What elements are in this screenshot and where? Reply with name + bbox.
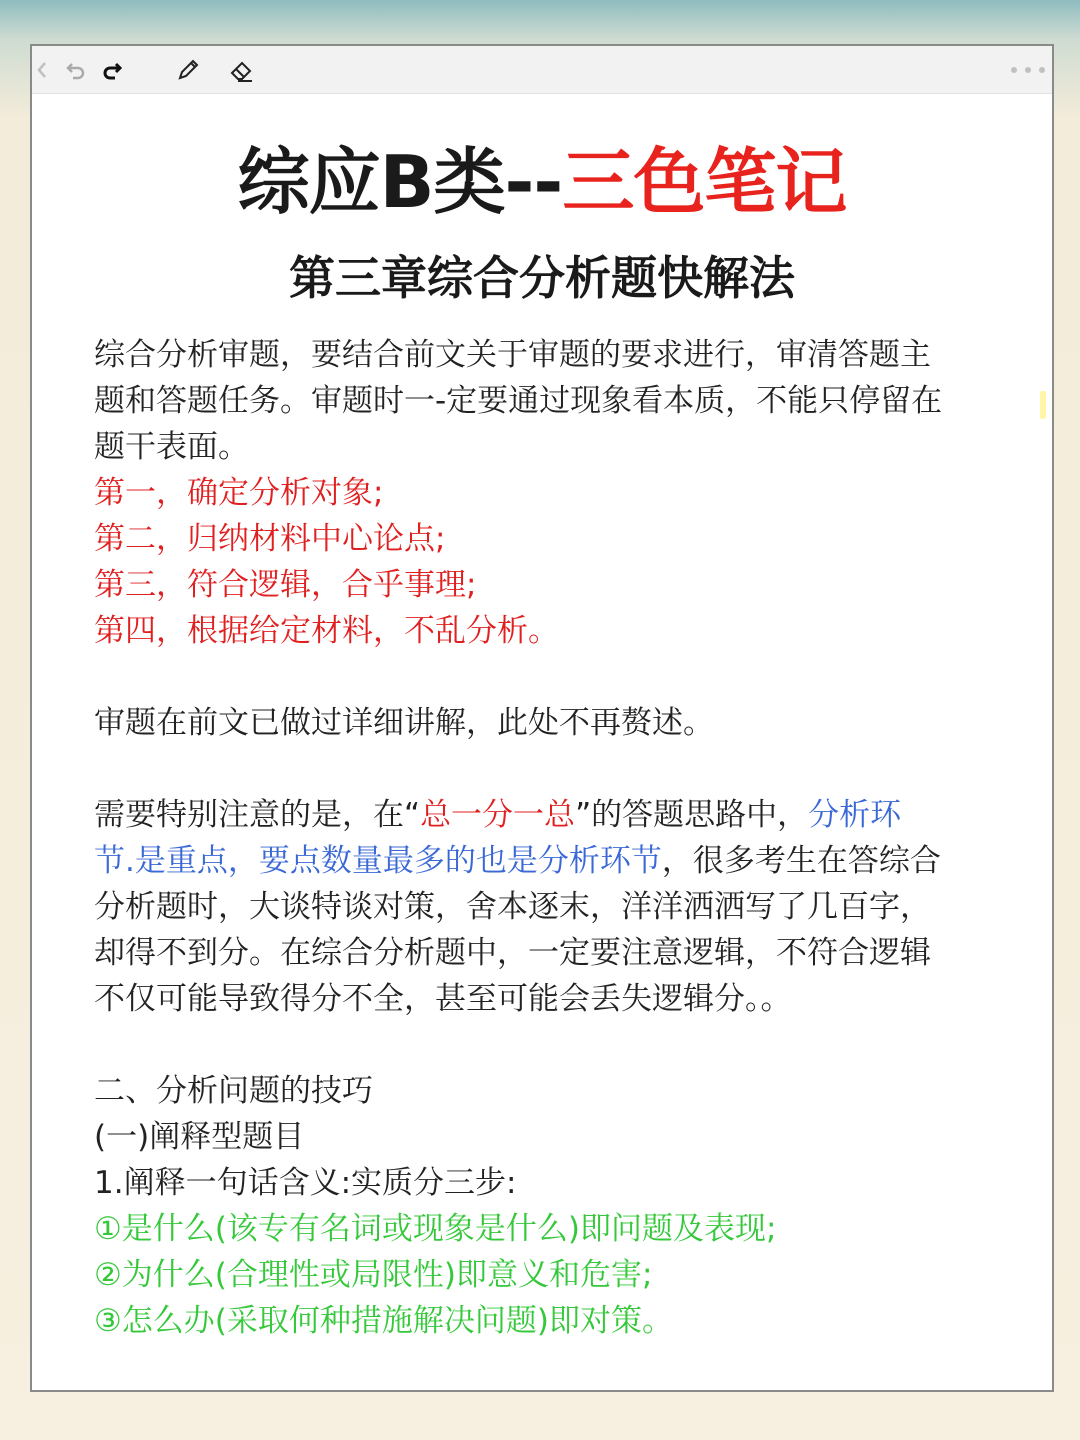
attention-line: 不仅可能导致得分不全，甚至可能会丢失逻辑分。。	[94, 981, 792, 1017]
redo-icon[interactable]	[98, 56, 126, 84]
step-green-item: ②为什么(合理性或局限性)即意义和危害;	[94, 1257, 653, 1293]
attention-line	[94, 838, 994, 884]
attention-line: 分析题时，大谈特谈对策，舍本逐末，洋洋洒洒写了几百字，	[94, 889, 931, 925]
title-black-part: 综应B类--	[237, 140, 563, 224]
page-title	[32, 124, 1052, 228]
attention-line	[94, 792, 994, 838]
highlighter-mark	[1040, 391, 1046, 419]
step-red-item: 第二，归纳材料中心论点;	[94, 521, 446, 557]
attention-text: 需要特别注意的是，在“	[94, 797, 421, 833]
note-page	[30, 44, 1054, 1392]
step-green-item: ①是什么(该专有名词或现象是什么)即问题及表现;	[94, 1211, 777, 1247]
step-red-item: 第四，根据给定材料，不乱分析。	[94, 613, 559, 649]
intro-line: 题干表面。	[94, 429, 249, 465]
section-title: 二、分析问题的技巧	[94, 1073, 373, 1109]
intro-line: 综合分析审题，要结合前文关于审题的要求进行，审清答题主	[94, 337, 931, 373]
step-red-item: 第三，符合逻辑，合乎事理;	[94, 567, 477, 603]
attention-line: 却得不到分。在综合分析题中，一定要注意逻辑，不符合逻辑	[94, 935, 931, 971]
attention-text: ”的答题思路中，	[575, 797, 809, 833]
note-toolbar	[32, 46, 1052, 94]
review-note: 审题在前文已做过详细讲解，此处不再赘述。	[94, 705, 714, 741]
subsection-title: (一)阐释型题目	[94, 1119, 305, 1155]
attention-red-text: 总一分一总	[420, 797, 576, 833]
pen-icon[interactable]	[174, 56, 202, 84]
note-body	[94, 332, 994, 1344]
item-title: 1.阐释一句话含义:实质分三步:	[94, 1165, 517, 1201]
undo-icon[interactable]	[62, 56, 90, 84]
back-chevron-icon[interactable]	[28, 56, 56, 84]
step-red-item: 第一，确定分析对象;	[94, 475, 384, 511]
page-subtitle: 第三章综合分析题快解法	[289, 251, 795, 305]
attention-text: ，很多考生在答综合	[661, 843, 941, 879]
title-red-part: 三色笔记	[562, 140, 847, 224]
step-green-item: ③怎么办(采取何种措施解决问题)即对策。	[94, 1303, 673, 1339]
intro-line: 题和答题任务。审题时一-定要通过现象看本质，不能只停留在	[94, 383, 943, 419]
attention-blue-text: 分析环	[808, 797, 902, 833]
more-options-icon[interactable]	[1008, 56, 1048, 84]
eraser-icon[interactable]	[228, 56, 256, 84]
attention-blue-text: 节.是重点，要点数量最多的也是分析环节	[94, 843, 662, 879]
